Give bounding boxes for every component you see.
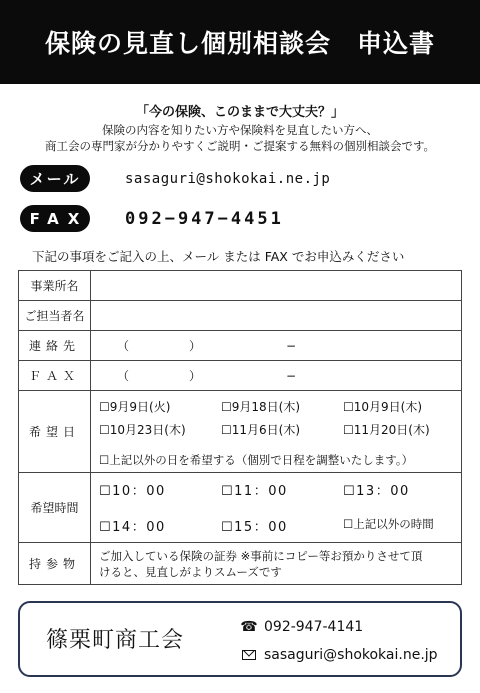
dash: − bbox=[286, 338, 297, 353]
form-row-time bbox=[19, 473, 462, 543]
bring-line-1: ご加入している保険の証券 ※事前にコピー等お預かりさせて頂 bbox=[99, 548, 423, 563]
time-option-other[interactable]: ☐上記以外の時間 bbox=[343, 517, 434, 531]
fax-label-badge: FAX bbox=[20, 205, 90, 232]
time-label: 希望時間 bbox=[19, 473, 91, 543]
form-row-office bbox=[19, 271, 462, 301]
paren-open: （ bbox=[117, 369, 130, 383]
time-option[interactable]: ☐13：00 bbox=[343, 484, 410, 499]
mail-address[interactable]: sasaguri@shokokai.ne.jp bbox=[125, 170, 331, 187]
envelope-icon bbox=[240, 648, 258, 662]
fax-number: 092−947−4451 bbox=[125, 208, 284, 229]
paren-open: （ bbox=[117, 339, 130, 353]
application-form-table bbox=[18, 270, 462, 585]
date-option[interactable]: ☐9月9日(火) bbox=[99, 399, 171, 414]
intro-question: 「今の保険、このままで大丈夫？」 bbox=[135, 105, 344, 120]
bring-description bbox=[91, 543, 462, 585]
mail-contact-row bbox=[20, 165, 330, 192]
phone-label: 連絡先 bbox=[19, 331, 91, 361]
footer-phone bbox=[240, 619, 363, 635]
fax-contact-row bbox=[20, 205, 284, 232]
intro-line-1: 保険の内容を知りたい方や保険料を見直したい方へ、 bbox=[102, 123, 378, 137]
date-option[interactable]: ☐10月23日(木) bbox=[99, 422, 186, 437]
time-options bbox=[91, 473, 462, 543]
form-row-person bbox=[19, 301, 462, 331]
mail-label-badge: メール bbox=[20, 165, 90, 192]
time-option[interactable]: ☐10：00 bbox=[99, 484, 166, 499]
footer-email bbox=[240, 647, 438, 663]
page-title: 保険の見直し個別相談会 申込書 bbox=[44, 29, 435, 58]
organization-name: 篠栗町商工会 bbox=[46, 628, 185, 653]
intro-section bbox=[0, 104, 480, 154]
time-option[interactable]: ☐15：00 bbox=[221, 520, 288, 535]
fax-field[interactable] bbox=[91, 361, 462, 391]
form-row-date bbox=[19, 391, 462, 473]
date-option[interactable]: ☐11月20日(木) bbox=[343, 422, 430, 437]
paren-close: ） bbox=[189, 369, 202, 383]
date-option-other[interactable]: ☐上記以外の日を希望する（個別で日程を調整いたします。） bbox=[99, 452, 414, 467]
person-label: ご担当者名 bbox=[19, 301, 91, 331]
dash: − bbox=[286, 368, 297, 383]
date-options bbox=[91, 391, 462, 473]
fax-label: ＦＡＸ bbox=[19, 361, 91, 391]
time-option[interactable]: ☐11：00 bbox=[221, 484, 288, 499]
date-option[interactable]: ☐11月6日(木) bbox=[221, 422, 301, 437]
person-name-field[interactable] bbox=[91, 301, 462, 331]
office-label: 事業所名 bbox=[19, 271, 91, 301]
form-row-fax bbox=[19, 361, 462, 391]
office-name-field[interactable] bbox=[91, 271, 462, 301]
bring-label: 持参物 bbox=[19, 543, 91, 585]
date-option[interactable]: ☐9月18日(木) bbox=[221, 399, 301, 414]
footer-email-address[interactable]: sasaguri@shokokai.ne.jp bbox=[264, 647, 438, 663]
phone-field[interactable] bbox=[91, 331, 462, 361]
bring-line-2: けると、見直しがよりスムーズです bbox=[99, 564, 282, 579]
date-label: 希望日 bbox=[19, 391, 91, 473]
form-row-bring bbox=[19, 543, 462, 585]
page-title-banner bbox=[0, 0, 480, 84]
time-option[interactable]: ☐14：00 bbox=[99, 520, 166, 535]
phone-icon: ☎ bbox=[240, 619, 258, 635]
form-instruction: 下記の事項をご記入の上、メール または FAX でお申込みください bbox=[32, 249, 405, 264]
intro-line-2: 商工会の専門家が分かりやすくご説明・ご提案する無料の個別相談会です。 bbox=[44, 139, 436, 153]
form-row-phone bbox=[19, 331, 462, 361]
organization-contact-box bbox=[18, 601, 462, 677]
date-option[interactable]: ☐10月9日(木) bbox=[343, 399, 423, 414]
paren-close: ） bbox=[189, 339, 202, 353]
footer-phone-number[interactable]: 092-947-4141 bbox=[264, 619, 364, 635]
